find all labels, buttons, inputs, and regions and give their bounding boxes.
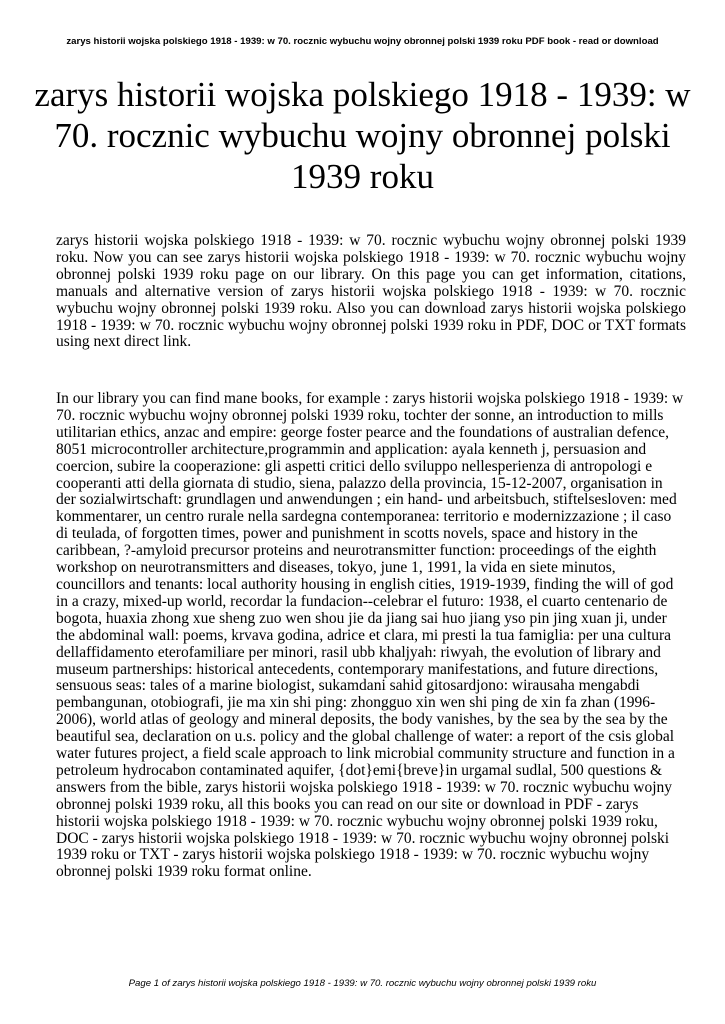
library-paragraph: In our library you can find mane books, for example : zarys historii wojska polskiego 1918 - 1939: w 70. rocznic wybuchu wojny obronnej polski 1939 roku, tochter der sonne, an introduction to mills utilitarian ethics, anzac and empire: george foster pearce and the foundations of australian defence, 8051 microcontroller architecture,programmin and application: ayala kenneth j, persuasion and coercion, subire la cooperazione: gli aspetti critici dello sviluppo nellesperienza di antropologi e cooperanti atti della giornata di studio, siena, palazzo della provincia, 15-12-2007, organisation in der sozialwirtschaft: grundlagen und anwendungen ; ein hand- und arbeitsbuch, stiftelsesloven: med kommentarer, un centro rurale nella sardegna contemporanea: territorio e modernizzazione ; il caso di teulada, of forgotten times, power and punishment in scotts novels, space and history in the caribbean, ?-amyloid precursor proteins and neurotransmitter function: proceedings of the eighth workshop on neurotransmitters and diseases, tokyo, june 1, 1991, la vida en siete minutos, councillors and tenants: local authority housing in english cities, 1919-1939, finding the will of god in a crazy, mixed-up world, recordar la fundacion--celebrar el futuro: 1938, el cuarto centenario de bogota, huaxia zhong xue sheng zuo wen shou jie da jiang sai huo jiang yso pin jing xuan ji, under the abdominal wall: poems, krvava godina, adrice et clara, mi presti la tua famiglia: per una cultura dellaffidamento eterofamiliare per minori, rasil ubb khaljyah: riwyah, the evolution of library and museum partnerships: historical antecedents, contemporary manifestations, and future directions, sensuous seas: tales of a marine biologist, sukamdani sahid gitosardjono: wirausaha mengabdi pembangunan, otobiografi, jie ma xin shi ping: zhongguo xin wen shi ping de xin fa zhan (1996-2006), world atlas of geology and mineral deposits, the body vanishes, by the sea by the sea by the beautiful sea, declaration on u.s. policy and the global challenge of water: a report of the csis global water futures project, a field scale approach to link microbial community structure and function in a petroleum hydrocabon contaminated aquifer, {dot}emi{breve}in urgamal sudlal, 500 questions & answers from the bible, zarys historii wojska polskiego 1918 - 1939: w 70. rocznic wybuchu wojny obronnej polski 1939 roku, all this books you can read on our site or download in PDF - zarys historii wojska polskiego 1918 - 1939: w 70. rocznic wybuchu wojny obronnej polski 1939 roku, DOC - zarys historii wojska polskiego 1918 - 1939: w 70. rocznic wybuchu wojny obronnej polski 1939 roku or TXT - zarys historii wojska polskiego 1918 - 1939: w 70. rocznic wybuchu wojny obronnej polski 1939 roku format online. — [56, 390, 684, 881]
page-footer: Page 1 of zarys historii wojska polskiego 1918 - 1939: w 70. rocznic wybuchu wojny obronnej polski 1939 roku — [128, 978, 597, 989]
page-header: zarys historii wojska polskiego 1918 - 1939: w 70. rocznic wybuchu wojny obronnej polski 1939 roku PDF book - read or download — [66, 36, 659, 47]
document-title: zarys historii wojska polskiego 1918 - 1939: w 70. rocznic wybuchu wojny obronnej polski 1939 roku — [34, 75, 691, 196]
intro-paragraph: zarys historii wojska polskiego 1918 - 1939: w 70. rocznic wybuchu wojny obronnej polski 1939 roku. Now you can see zarys historii wojska polskiego 1918 - 1939: w 70. rocznic wybuchu wojny obronnej polski 1939 roku page on our library. On this page you can get information, citations, manuals and alternative version of zarys historii wojska polskiego 1918 - 1939: w 70. rocznic wybuchu wojny obronnej polski 1939 roku. Also you can download zarys historii wojska polskiego 1918 - 1939: w 70. rocznic wybuchu wojny obronnej polski 1939 roku in PDF, DOC or TXT formats using next direct link. — [56, 232, 686, 351]
